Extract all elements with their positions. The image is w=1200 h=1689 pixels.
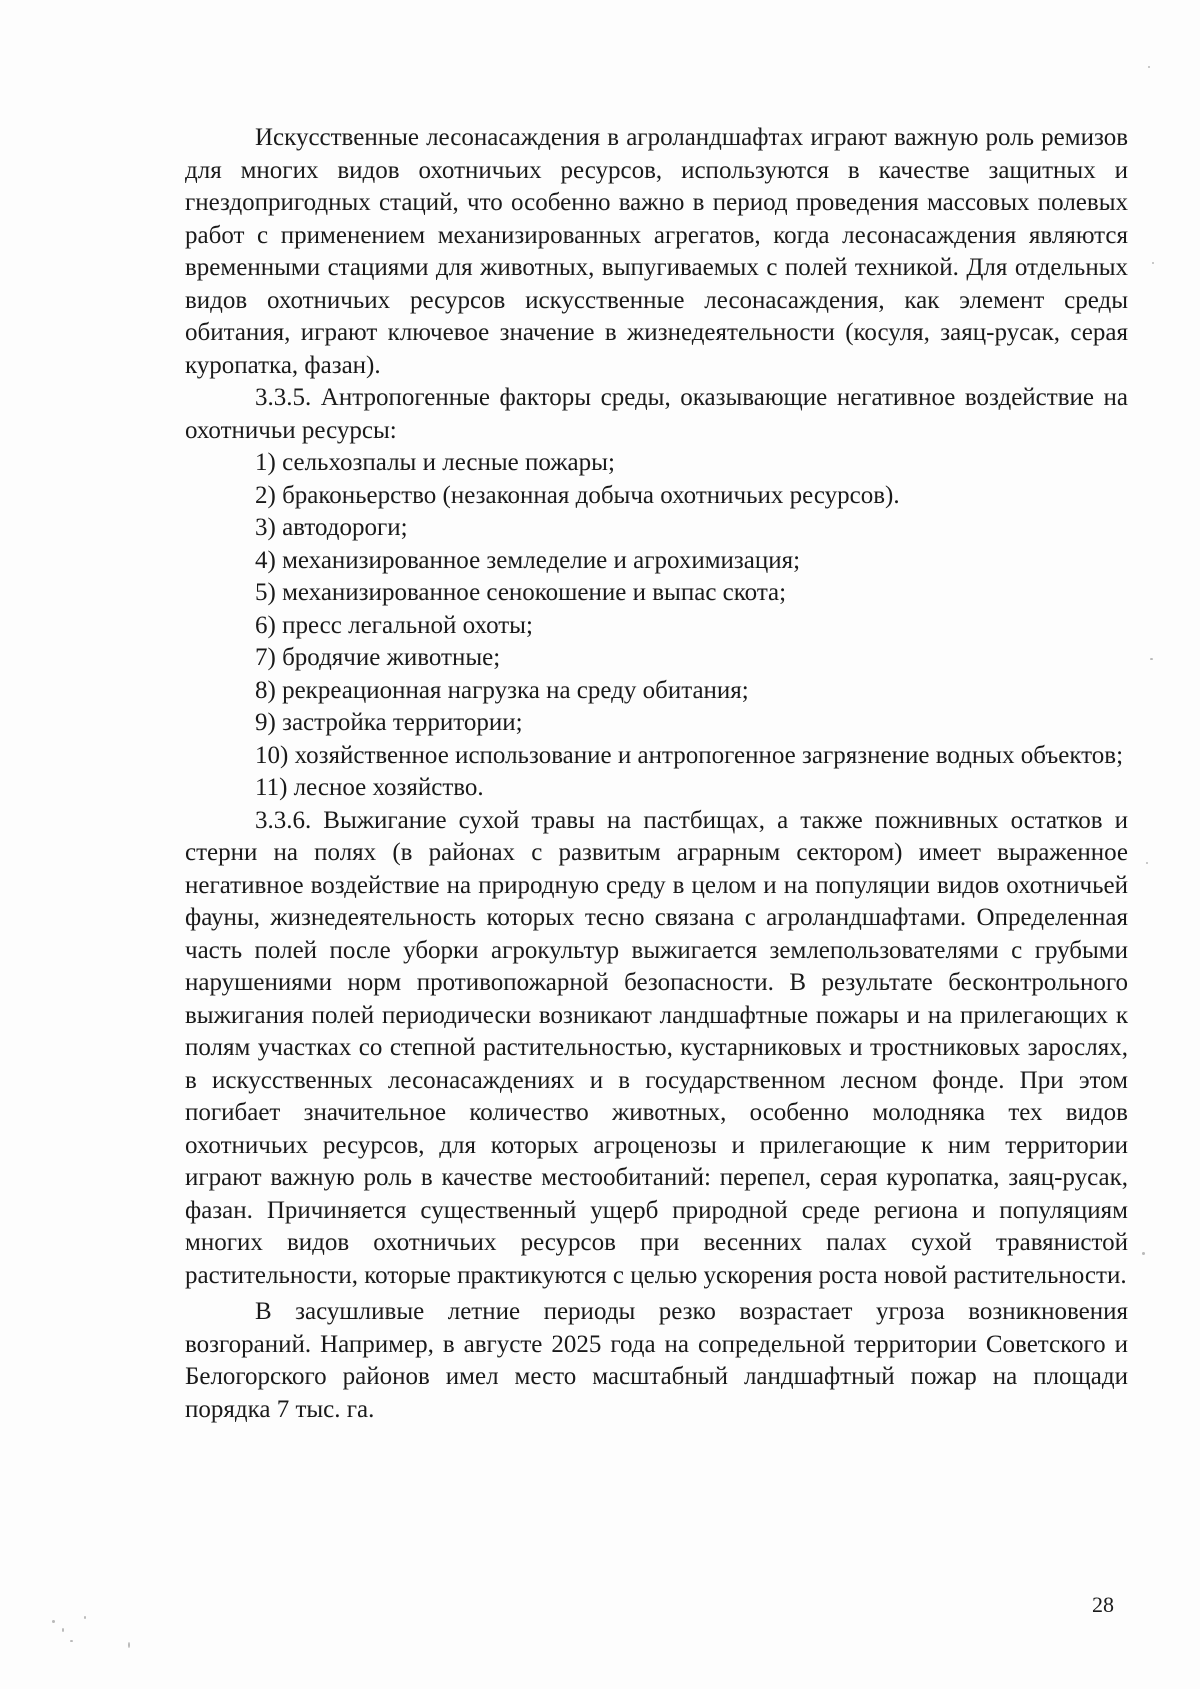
paragraph-dry-periods: В засушливые летние периоды резко возрастает угроза возникновения возгораний. Например, в августе 2025 года на сопредельной территории Советского и Белогорского районов имел место масштабный ландшафтный пожар на площади порядка 7 тыс. га. bbox=[185, 1298, 1128, 1423]
list-item: 6) пресс легальной охоты; bbox=[255, 611, 533, 639]
scan-speck bbox=[84, 1616, 86, 1619]
scan-speck bbox=[1146, 862, 1148, 864]
list-item: 5) механизированное сенокошение и выпас скота; bbox=[255, 579, 787, 606]
scan-speck bbox=[128, 1642, 130, 1648]
section-3-3-6-paragraph: 3.3.6. Выжигание сухой травы на пастбищах, а также пожнивных остатков и стерни на полях (в районах с развитым аграрным сектором) имеет выраженное негативное воздействие на природную среду в целом и на популяции видов охотничьей фауны, жизнедеятельность которых тесно связана с агроландшафтами. Определенная часть полей после уборки агрокультур выжигается землепользователями с грубыми нарушениями норм противопожарной безопасности. В результате бесконтрольного выжигания полей периодически возникают ландшафтные пожары и на прилегающих к полям участках со степной растительностью, кустарниковых и тростниковых зарослях, в искусственных лесонасаждениях и в государственном лесном фонде. При этом погибает значительное количество животных, особенно молодняка тех видов охотничьих ресурсов, для которых агроценозы и прилегающие к ним территории играют важную роль в качестве местообитаний: перепел, серая куропатка, заяц-русак, фазан. Причиняется существенный ущерб природной среде региона и популяциям многих видов охотничьих ресурсов при весенних палах сухой травянистой растительности, которые практикуются с целью ускорения роста новой растительности. bbox=[185, 806, 1128, 1289]
scan-speck bbox=[62, 1628, 64, 1632]
list-item: 8) рекреационная нагрузка на среду обитания; bbox=[255, 676, 749, 704]
list-item: 2) браконьерство (незаконная добыча охотничьих ресурсов). bbox=[255, 481, 900, 509]
section-3-3-5-heading: 3.3.5. Антропогенные факторы среды, оказывающие негативное воздействие на охотничьи ресурсы: bbox=[185, 384, 1128, 444]
list-item: 4) механизированное земледелие и агрохимизация; bbox=[255, 546, 801, 574]
list-item: 1) сельхозпалы и лесные пожары; bbox=[255, 449, 615, 476]
page-number: 28 bbox=[1092, 1592, 1114, 1617]
list-item: 10) хозяйственное использование и антропогенное загрязнение водных объектов; bbox=[255, 741, 1124, 769]
scan-speck bbox=[1150, 658, 1153, 660]
list-item: 7) бродячие животные; bbox=[255, 644, 501, 671]
list-item: 9) застройка территории; bbox=[255, 709, 523, 736]
scan-speck bbox=[1148, 66, 1150, 68]
scan-speck bbox=[1152, 262, 1154, 264]
paragraph-forest-plantations: Искусственные лесонасаждения в агроландшафтах играют важную роль ремизов для многих видов охотничьих ресурсов, используются в качестве защитных и гнездопригодных стаций, что особенно важно в период проведения массовых полевых работ с применением механизированных агрегатов, когда лесонасаждения являются временными стациями для животных, выпугиваемых с полей техникой. Для отдельных видов охотничьих ресурсов искусственные лесонасаждения, как элемент среды обитания, играют ключевое значение в жизнедеятельности (косуля, заяц-русак, серая куропатка, фазан). bbox=[185, 124, 1128, 379]
list-item: 3) автодороги; bbox=[255, 514, 408, 541]
scan-speck bbox=[1142, 1252, 1145, 1255]
list-item: 11) лесное хозяйство. bbox=[255, 774, 484, 801]
document-body bbox=[185, 122, 1128, 1426]
scan-speck bbox=[70, 1640, 73, 1642]
scan-speck bbox=[52, 1620, 55, 1623]
